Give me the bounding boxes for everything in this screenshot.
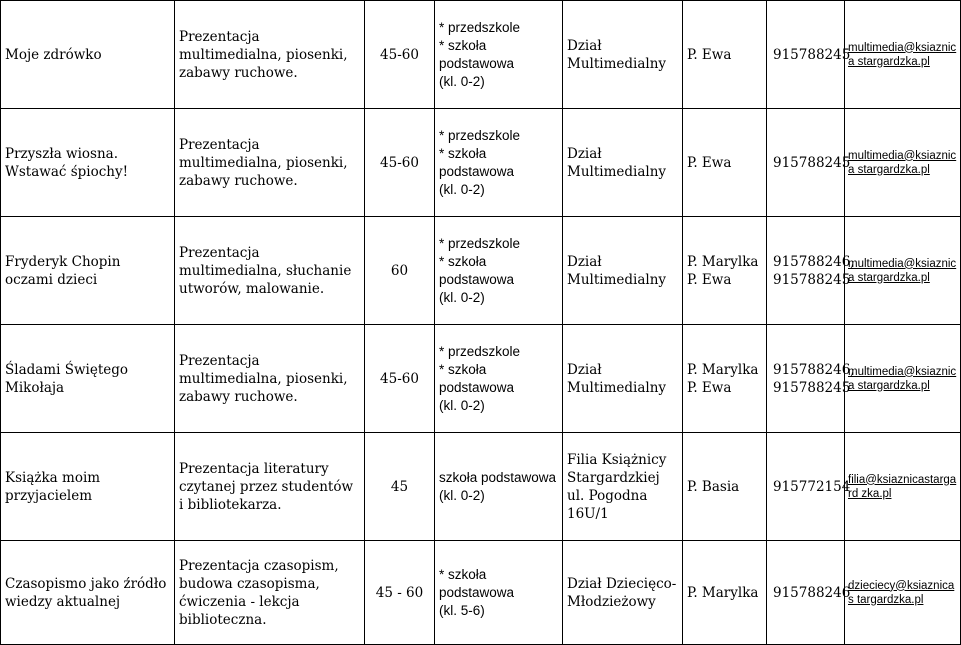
cell-phone: [767, 325, 855, 433]
table-row: [1, 1, 961, 109]
table-row: [1, 109, 961, 217]
table-row: [1, 325, 961, 433]
cell-age: 45 - 60: [365, 541, 435, 645]
cell-department: Dział Multimedialny: [563, 217, 683, 325]
cell-phone: [767, 541, 851, 645]
email-link[interactable]: filia@ksiaznicastargard zka.pl: [848, 473, 957, 500]
table-body: [1, 1, 961, 645]
cell-contact-person-line: P. Ewa: [687, 379, 732, 396]
cell-audience: [435, 1, 563, 109]
cell-phone-line: 915788246: [773, 584, 851, 601]
cell-title: Fryderyk Chopin oczami dzieci: [1, 217, 175, 325]
cell-contact-person-line: P. Marylka: [687, 584, 759, 601]
email-link[interactable]: multimedia@ksiaznica stargardzka.pl: [848, 257, 957, 284]
cell-phone-line: 915788245: [773, 154, 851, 171]
cell-description: Prezentacja multimedialna, piosenki, zabawy ruchowe.: [175, 1, 365, 109]
cell-contact-person: [683, 109, 767, 217]
cell-audience-line: * przedszkole: [439, 127, 521, 143]
cell-contact-person: [683, 1, 767, 109]
cell-audience-line: (kl. 0-2): [439, 487, 485, 503]
cell-contact-person: [683, 325, 767, 433]
table-row: [1, 541, 961, 645]
cell-email: [845, 541, 961, 645]
cell-audience-line: * przedszkole: [439, 235, 521, 251]
cell-audience: [435, 541, 563, 645]
cell-contact-person: [683, 217, 767, 325]
cell-contact-person-line: P. Ewa: [687, 154, 732, 171]
cell-contact-person-line: P. Basia: [687, 478, 740, 495]
cell-audience-line: * przedszkole: [439, 343, 521, 359]
cell-phone: [767, 1, 851, 109]
cell-email: [845, 109, 961, 217]
email-link[interactable]: multimedia@ksiaznica stargardzka.pl: [848, 41, 957, 68]
cell-contact-person-line: P. Marylka: [687, 361, 759, 378]
cell-age: 45-60: [365, 325, 435, 433]
cell-email: [845, 325, 961, 433]
cell-audience-line: * szkoła podstawowa: [439, 37, 515, 71]
cell-audience: [435, 433, 563, 541]
cell-contact-person-line: P. Ewa: [687, 46, 732, 63]
cell-phone: [767, 433, 851, 541]
cell-audience-line: * szkoła podstawowa: [439, 253, 515, 287]
cell-audience-line: (kl. 0-2): [439, 289, 485, 305]
email-link[interactable]: dzieciecy@ksiaznicas targardzka.pl: [848, 579, 955, 606]
cell-title: Śladami Świętego Mikołaja: [1, 325, 175, 433]
cell-audience: [435, 109, 563, 217]
cell-age: 45-60: [365, 1, 435, 109]
cell-description: Prezentacja multimedialna, piosenki, zabawy ruchowe.: [175, 325, 365, 433]
cell-audience-line: * szkoła podstawowa: [439, 566, 515, 600]
cell-description: Prezentacja czasopism, budowa czasopisma, ćwiczenia - lekcja biblioteczna.: [175, 541, 365, 645]
cell-contact-person: [683, 433, 767, 541]
cell-department: Filia Książnicy Stargardzkiej ul. Pogodna 16U/1: [563, 433, 683, 541]
cell-email: [845, 1, 961, 109]
cell-contact-person-line: P. Ewa: [687, 271, 732, 288]
cell-phone-line: 915788245: [773, 271, 851, 288]
cell-phone-line: 915788246,: [773, 361, 855, 378]
cell-title: Moje zdrówko: [1, 1, 175, 109]
cell-age: 60: [365, 217, 435, 325]
cell-audience-line: (kl. 5-6): [439, 602, 485, 618]
cell-audience-line: (kl. 0-2): [439, 73, 485, 89]
cell-department: Dział Multimedialny: [563, 1, 683, 109]
cell-audience-line: * szkoła podstawowa: [439, 145, 515, 179]
cell-email: [845, 433, 961, 541]
cell-description: Prezentacja multimedialna, słuchanie utworów, malowanie.: [175, 217, 365, 325]
cell-audience-line: * przedszkole: [439, 19, 521, 35]
cell-phone: [767, 109, 851, 217]
cell-audience-line: * szkoła podstawowa: [439, 361, 515, 395]
cell-description: Prezentacja multimedialna, piosenki, zabawy ruchowe.: [175, 109, 365, 217]
cell-department: Dział Multimedialny: [563, 109, 683, 217]
cell-audience: [435, 325, 563, 433]
cell-description: Prezentacja literatury czytanej przez studentów i bibliotekarza.: [175, 433, 365, 541]
cell-contact-person-line: P. Marylka: [687, 253, 759, 270]
cell-title: Czasopismo jako źródło wiedzy aktualnej: [1, 541, 175, 645]
cell-title: Książka moim przyjacielem: [1, 433, 175, 541]
table-row: [1, 433, 961, 541]
cell-audience: [435, 217, 563, 325]
cell-contact-person: [683, 541, 767, 645]
cell-audience-line: szkoła podstawowa: [439, 469, 557, 485]
cell-age: 45: [365, 433, 435, 541]
cell-department: Dział Multimedialny: [563, 325, 683, 433]
cell-department: Dział Dziecięco-Młodzieżowy: [563, 541, 683, 645]
cell-email: [845, 217, 961, 325]
table-row: [1, 217, 961, 325]
cell-phone: [767, 217, 855, 325]
email-link[interactable]: multimedia@ksiaznica stargardzka.pl: [848, 365, 957, 392]
cell-audience-line: (kl. 0-2): [439, 397, 485, 413]
cell-audience-line: (kl. 0-2): [439, 181, 485, 197]
cell-phone-line: 915772154: [773, 478, 851, 495]
cell-phone-line: 915788245: [773, 46, 851, 63]
email-link[interactable]: multimedia@ksiaznica stargardzka.pl: [848, 149, 957, 176]
cell-phone-line: 915788246,: [773, 253, 855, 270]
cell-title: Przyszła wiosna. Wstawać śpiochy!: [1, 109, 175, 217]
cell-age: 45-60: [365, 109, 435, 217]
cell-phone-line: 915788245: [773, 379, 851, 396]
